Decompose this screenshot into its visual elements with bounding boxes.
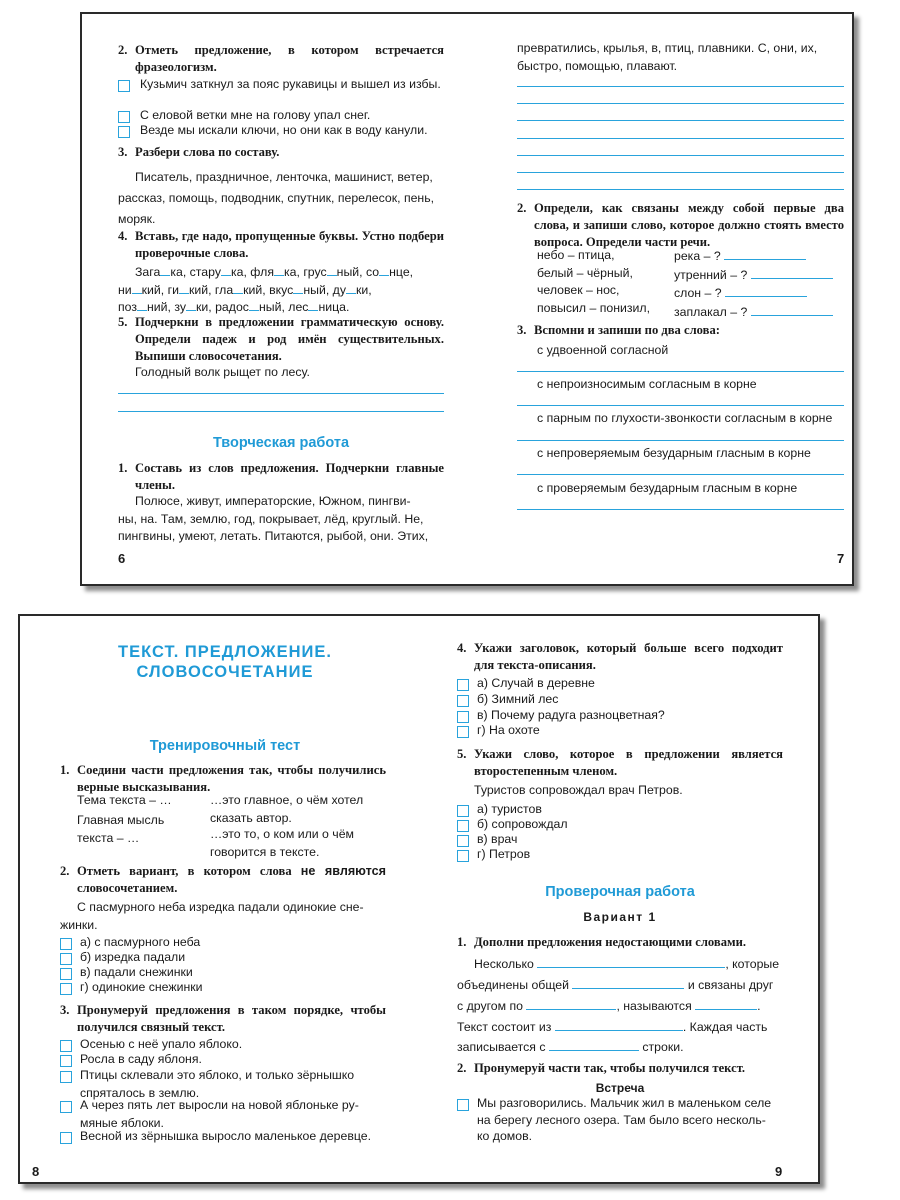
- checkbox[interactable]: [60, 1132, 72, 1144]
- p8-t3-option: Осенью с неё упало яблоко.: [80, 1037, 243, 1051]
- fill-line: Текст состоит из . Каждая часть: [457, 1020, 768, 1034]
- checkbox[interactable]: [457, 835, 469, 847]
- p9-t4-option: б) Зимний лес: [477, 692, 559, 706]
- p6-task-4: 4. Вставь, где надо, пропущенные буквы. Устно подбери проверочные слова.: [118, 229, 444, 260]
- word-fragment: ни: [118, 282, 132, 297]
- p7-pairs-right: река – ? утренний – ? слон – ? заплакал – ?: [674, 247, 833, 321]
- gap-line: [118, 264, 448, 282]
- checkbox[interactable]: [118, 80, 130, 92]
- p9-check-task-1: 1. Дополни предложения недостающими словами.: [457, 935, 746, 949]
- word-fragment: поз: [118, 300, 137, 315]
- word-fragment: ный, ду: [303, 282, 346, 297]
- word-fragment: кий, ги: [141, 282, 179, 297]
- t1-right-1: …это главное, о чём хотел сказать автор.: [210, 793, 364, 825]
- p8-t2-option: в) падали снежинки: [80, 965, 193, 979]
- checkbox[interactable]: [457, 820, 469, 832]
- letter-gap[interactable]: [327, 264, 337, 276]
- p8-t2-option: б) изредка падали: [80, 950, 186, 964]
- gap-line: [118, 282, 448, 300]
- word-fragment: кий, гла: [188, 282, 234, 297]
- p9-check-task-2: 2. Пронумеруй части так, чтобы получился текст.: [457, 1061, 746, 1075]
- word-fragment: ный, со: [336, 265, 380, 279]
- p9-t5-option: в) врач: [477, 832, 518, 846]
- checkbox[interactable]: [60, 1101, 72, 1113]
- p6-t5-sentence: Голодный волк рыщет по лесу.: [135, 365, 310, 379]
- page-number: 6: [118, 551, 126, 566]
- p8-t3-option: А через пять лет выросли на новой яблоньке ру- мяные яблоки.: [80, 1098, 359, 1130]
- word-fragment: ки, радос: [196, 300, 249, 315]
- checkbox[interactable]: [60, 1071, 72, 1083]
- page-9: [419, 616, 818, 1182]
- answer-blank[interactable]: [725, 284, 807, 297]
- p9-task-4: 4. Укажи заголовок, который больше всего подходит для текста-описания.: [457, 641, 783, 672]
- answer-line: [517, 172, 844, 173]
- checkbox[interactable]: [457, 711, 469, 723]
- answer-blank[interactable]: [724, 247, 806, 260]
- story-title: Встреча: [595, 1081, 645, 1095]
- p8-t3-option: Птицы склевали это яблоко, и только зёрнышко спряталось в землю.: [80, 1068, 355, 1100]
- p7-task-3: 3. Вспомни и запиши по два слова:: [517, 323, 720, 337]
- answer-blank[interactable]: [555, 1018, 683, 1031]
- answer-line: [517, 103, 844, 104]
- letter-gap[interactable]: [233, 282, 243, 294]
- checkbox[interactable]: [60, 1055, 72, 1067]
- word-fragment: нце,: [389, 265, 414, 279]
- p6-t2-option: С еловой ветки мне на голову упал снег.: [140, 108, 371, 122]
- answer-blank[interactable]: [537, 955, 725, 968]
- word-fragment: ница.: [318, 300, 350, 315]
- p8-t2-option: г) одинокие снежинки: [80, 980, 203, 994]
- p8-t2-option: а) с пасмурного неба: [80, 935, 201, 949]
- page-7: [467, 14, 852, 584]
- page-number: 9: [775, 1164, 783, 1179]
- letter-gap[interactable]: [186, 299, 196, 311]
- t1-left-2: Главная мысль текста – …: [77, 813, 165, 845]
- answer-line: [517, 189, 844, 190]
- checkbox[interactable]: [60, 938, 72, 950]
- answer-line: [517, 120, 844, 121]
- p6-task-2: 2. Отметь предложение, в котором встречается фразеологизм.: [118, 43, 444, 74]
- chapter-title: ТЕКСТ. ПРЕДЛОЖЕНИЕ. СЛОВОСОЧЕТАНИЕ: [118, 643, 332, 681]
- p9-t4-option: в) Почему радуга разноцветная?: [477, 708, 665, 722]
- word-fragment: Зага: [135, 265, 161, 279]
- p9-t5-option: а) туристов: [477, 802, 542, 816]
- p7-t3-item: с проверяемым безударным гласным в корне: [537, 481, 798, 495]
- answer-line: [517, 405, 844, 406]
- answer-blank[interactable]: [695, 997, 757, 1010]
- letter-gap[interactable]: [221, 264, 231, 276]
- checkbox[interactable]: [60, 953, 72, 965]
- checkbox[interactable]: [457, 679, 469, 691]
- p7-continued-words: превратились, крылья, в, птиц, плавники. С, они, их, быстро, помощью, плавают.: [517, 41, 818, 73]
- bottom-spread: [18, 614, 820, 1184]
- p8-task-3: 3. Пронумеруй предложения в таком порядке, чтобы получился связный текст.: [60, 1003, 386, 1034]
- checkbox[interactable]: [457, 695, 469, 707]
- variant-label: Вариант 1: [583, 910, 657, 924]
- answer-line: [118, 393, 444, 394]
- letter-gap[interactable]: [160, 264, 170, 276]
- fill-line: с другом по , называются .: [457, 999, 761, 1013]
- checkbox[interactable]: [60, 968, 72, 980]
- answer-blank[interactable]: [751, 303, 833, 316]
- letter-gap[interactable]: [137, 299, 147, 311]
- checkbox[interactable]: [457, 805, 469, 817]
- word-fragment: ки,: [356, 282, 372, 297]
- answer-line: [517, 155, 844, 156]
- p7-t3-item: с удвоенной согласной: [537, 343, 669, 357]
- p7-pairs-left: небо – птица, белый – чёрный, человек – нос, повысил – понизил,: [537, 248, 650, 315]
- letter-gap[interactable]: [379, 264, 389, 276]
- top-spread: [80, 12, 854, 586]
- p9-t4-option: а) Случай в деревне: [477, 676, 595, 690]
- letter-gap[interactable]: [308, 299, 318, 311]
- story-part: Мы разговорились. Мальчик жил в маленьком селе на берегу лесного озера. Там было всего несколь- ко домов.: [477, 1096, 772, 1143]
- p6-t3-words: Писатель, праздничное, ленточка, машинист, ветер, рассказ, помощь, подводник, спутник, перелесок, пень, моряк.: [118, 170, 435, 226]
- checkbox[interactable]: [457, 850, 469, 862]
- checkbox[interactable]: [118, 126, 130, 138]
- page-6: [82, 14, 467, 584]
- answer-blank[interactable]: [549, 1038, 639, 1051]
- p9-t4-option: г) На охоте: [477, 723, 540, 737]
- letter-gap[interactable]: [132, 282, 142, 294]
- answer-blank[interactable]: [751, 266, 833, 279]
- p6-task-3: 3. Разбери слова по составу.: [118, 145, 280, 159]
- p8-t3-option: Росла в саду яблоня.: [80, 1052, 202, 1066]
- p7-t3-item: с непроизносимым согласным в корне: [537, 377, 757, 391]
- answer-line: [517, 371, 844, 372]
- word-fragment: ний, зу: [147, 300, 187, 315]
- answer-line: [517, 440, 844, 441]
- word-fragment: ка, стару: [170, 265, 221, 279]
- p6-t2-option: Везде мы искали ключи, но они как в воду канули.: [140, 123, 428, 137]
- p8-t2-sentence: С пасмурного неба изредка падали одинокие сне- жинки.: [60, 900, 364, 932]
- page-8: [20, 616, 419, 1182]
- fill-line: записывается с строки.: [457, 1040, 684, 1054]
- fill-line: объединены общей и связаны друг: [457, 978, 774, 992]
- p8-task-2: 2. Отметь вариант, в котором слова не являются словосочетанием.: [60, 864, 386, 895]
- p8-t3-option: Весной из зёрнышка выросло маленькое деревце.: [80, 1129, 372, 1143]
- creative-work-heading: Творческая работа: [212, 435, 350, 451]
- p8-task-1: 1. Соедини части предложения так, чтобы получились верные высказывания.: [60, 763, 386, 794]
- answer-blank[interactable]: [526, 997, 616, 1010]
- check-work-heading: Проверочная работа: [545, 884, 695, 900]
- t1-left-1: Тема текста – …: [77, 793, 172, 807]
- checkbox[interactable]: [457, 1099, 469, 1111]
- word-fragment: ка, фля: [230, 265, 274, 279]
- p9-t5-option: б) сопровождал: [477, 817, 568, 831]
- p9-t5-sentence: Туристов сопровождал врач Петров.: [474, 783, 683, 797]
- checkbox[interactable]: [118, 111, 130, 123]
- training-test-heading: Тренировочный тест: [149, 738, 301, 754]
- checkbox[interactable]: [60, 983, 72, 995]
- letter-gap[interactable]: [274, 264, 284, 276]
- letter-gap[interactable]: [346, 282, 356, 294]
- page-number: 8: [32, 1164, 40, 1179]
- letter-gap[interactable]: [293, 282, 303, 294]
- page-number: 7: [837, 551, 845, 566]
- word-fragment: ка, грус: [284, 265, 327, 279]
- p7-task-2: 2. Определи, как связаны между собой первые два слова, и запиши слово, которое должно стоять вместо вопроса. Определи части речи.: [517, 201, 844, 249]
- word-fragment: кий, вкус: [243, 282, 294, 297]
- p6-t2-option: Кузьмич заткнул за пояс рукавицы и вышел из избы.: [140, 77, 441, 91]
- checkbox[interactable]: [457, 726, 469, 738]
- checkbox[interactable]: [60, 1040, 72, 1052]
- p6-c1-words: Полюсе, живут, императорские, Южном, пингви- ны, на. Там, землю, год, покрывает, лёд, круглый. Не, пингвины, умеют, летать. Питаются, рыбой, они. Этих,: [118, 494, 429, 544]
- t1-right-2: …это то, о ком или о чём говорится в тексте.: [210, 827, 354, 859]
- p7-t3-item: с парным по глухости-звонкости согласным в корне: [537, 411, 833, 425]
- p7-t3-item: с непроверяемым безударным гласным в корне: [537, 446, 811, 460]
- answer-line: [517, 86, 844, 87]
- letter-gap[interactable]: [249, 299, 259, 311]
- letter-gap[interactable]: [179, 282, 189, 294]
- p9-task-5: 5. Укажи слово, которое в предложении является второстепенным членом.: [457, 747, 783, 778]
- p6-t4-words: [118, 264, 448, 317]
- word-fragment: ный, лес: [258, 300, 309, 315]
- answer-line: [517, 138, 844, 139]
- answer-blank[interactable]: [572, 976, 684, 989]
- p9-t5-option: г) Петров: [477, 847, 531, 861]
- answer-line: [118, 411, 444, 412]
- p6-creative-task-1: 1. Составь из слов предложения. Подчеркни главные члены.: [118, 461, 444, 492]
- fill-line: Несколько , которые: [474, 957, 780, 971]
- answer-line: [517, 474, 844, 475]
- answer-line: [517, 509, 844, 510]
- p6-task-5: 5. Подчеркни в предложении грамматическую основу. Определи падеж и род имён существительных. Выпиши словосочетания.: [118, 315, 444, 363]
